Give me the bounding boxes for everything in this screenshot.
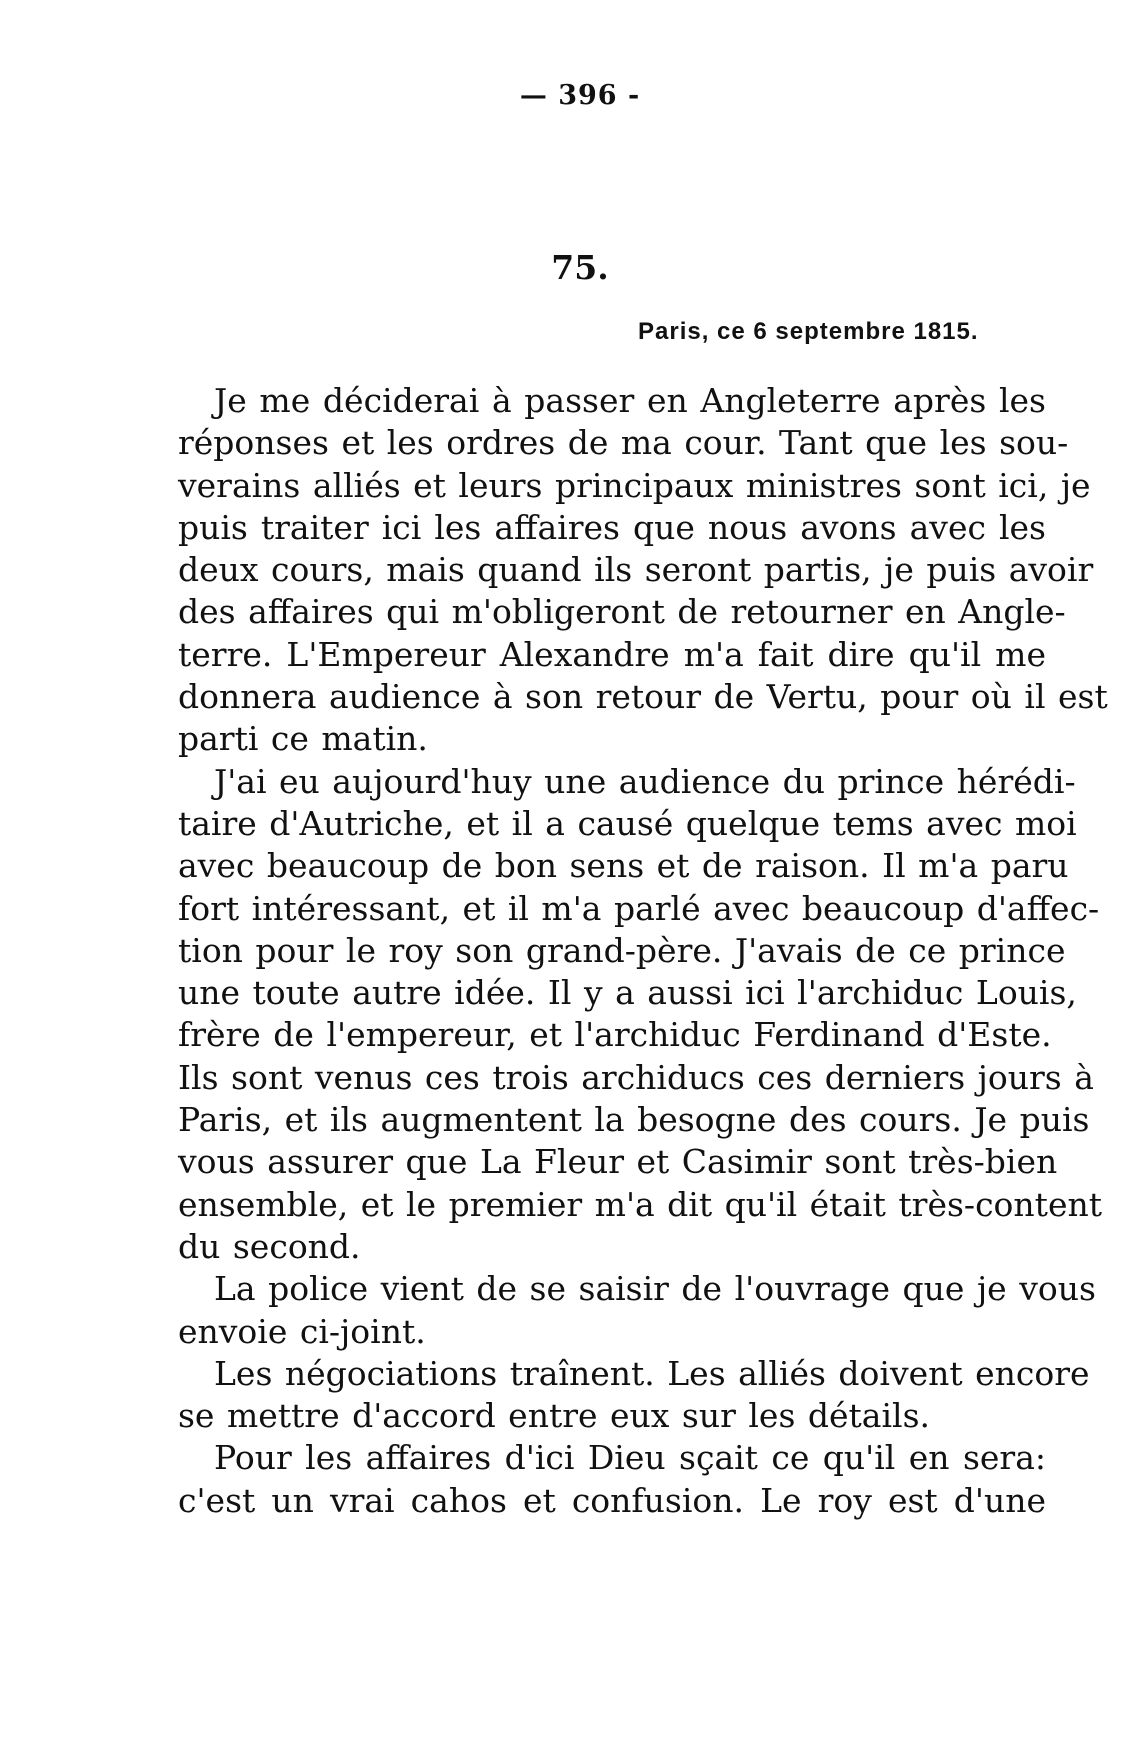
text-line: réponses et les ordres de ma cour. Tant que les sou- [178, 423, 1069, 463]
text-line: fort intéressant, et il m'a parlé avec beaucoup d'affec- [178, 888, 1100, 928]
text-line: Ils sont venus ces trois archiducs ces derniers jours à [178, 1057, 1094, 1097]
text-line: ensemble, et le premier m'a dit qu'il était très-content [178, 1184, 1102, 1224]
text-line: Paris, et ils augmentent la besogne des cours. Je puis [178, 1100, 1090, 1140]
letter-number: 75. [551, 248, 609, 287]
text-line: terre. L'Empereur Alexandre m'a fait dire qu'il me [178, 634, 1046, 674]
text-line: donnera audience à son retour de Vertu, pour où il est [178, 677, 1108, 717]
paragraph [178, 761, 1102, 1269]
text-line: envoie ci-joint. [178, 1311, 426, 1351]
text-line: Les négociations traînent. Les alliés doivent encore [214, 1353, 1090, 1393]
text-line: Je me déciderai à passer en Angleterre après les [214, 381, 1046, 420]
text-line: Pour les affaires d'ici Dieu sçait ce qu'il en sera: [214, 1438, 1046, 1478]
paragraph [178, 1268, 1096, 1353]
text-line: deux cours, mais quand ils seront partis, je puis avoir [178, 550, 1094, 590]
paragraph [178, 1353, 1090, 1438]
text-line: une toute autre idée. Il y a aussi ici l'archiduc Louis, [178, 973, 1077, 1013]
text-line: c'est un vrai cahos et confusion. Le roy est d'une [178, 1480, 1046, 1520]
text-line: parti ce matin. [178, 719, 428, 759]
text-line: des affaires qui m'obligeront de retourner en Angle- [178, 592, 1066, 632]
text-line: puis traiter ici les affaires que nous avons avec les [178, 507, 1046, 547]
text-line: frère de l'empereur, et l'archiduc Ferdinand d'Este. [178, 1015, 1052, 1055]
text-line: tion pour le roy son grand-père. J'avais de ce prince [178, 930, 1066, 970]
paragraph [178, 1437, 1046, 1522]
letter-body [178, 380, 1108, 1522]
dateline: Paris, ce 6 septembre 1815. [638, 318, 979, 345]
page-number: — 396 - [519, 80, 641, 111]
text-line: La police vient de se saisir de l'ouvrage que je vous [214, 1269, 1096, 1309]
text-line: J'ai eu aujourd'huy une audience du prince hérédi- [214, 761, 1076, 801]
text-line: du second. [178, 1226, 361, 1266]
paragraph [178, 380, 1108, 761]
text-line: vous assurer que La Fleur et Casimir sont très-bien [178, 1142, 1058, 1182]
text-line: se mettre d'accord entre eux sur les détails. [178, 1396, 930, 1436]
text-line: taire d'Autriche, et il a causé quelque tems avec moi [178, 803, 1077, 843]
text-line: avec beaucoup de bon sens et de raison. Il m'a paru [178, 846, 1069, 886]
text-line: verains alliés et leurs principaux ministres sont ici, je [178, 465, 1091, 505]
